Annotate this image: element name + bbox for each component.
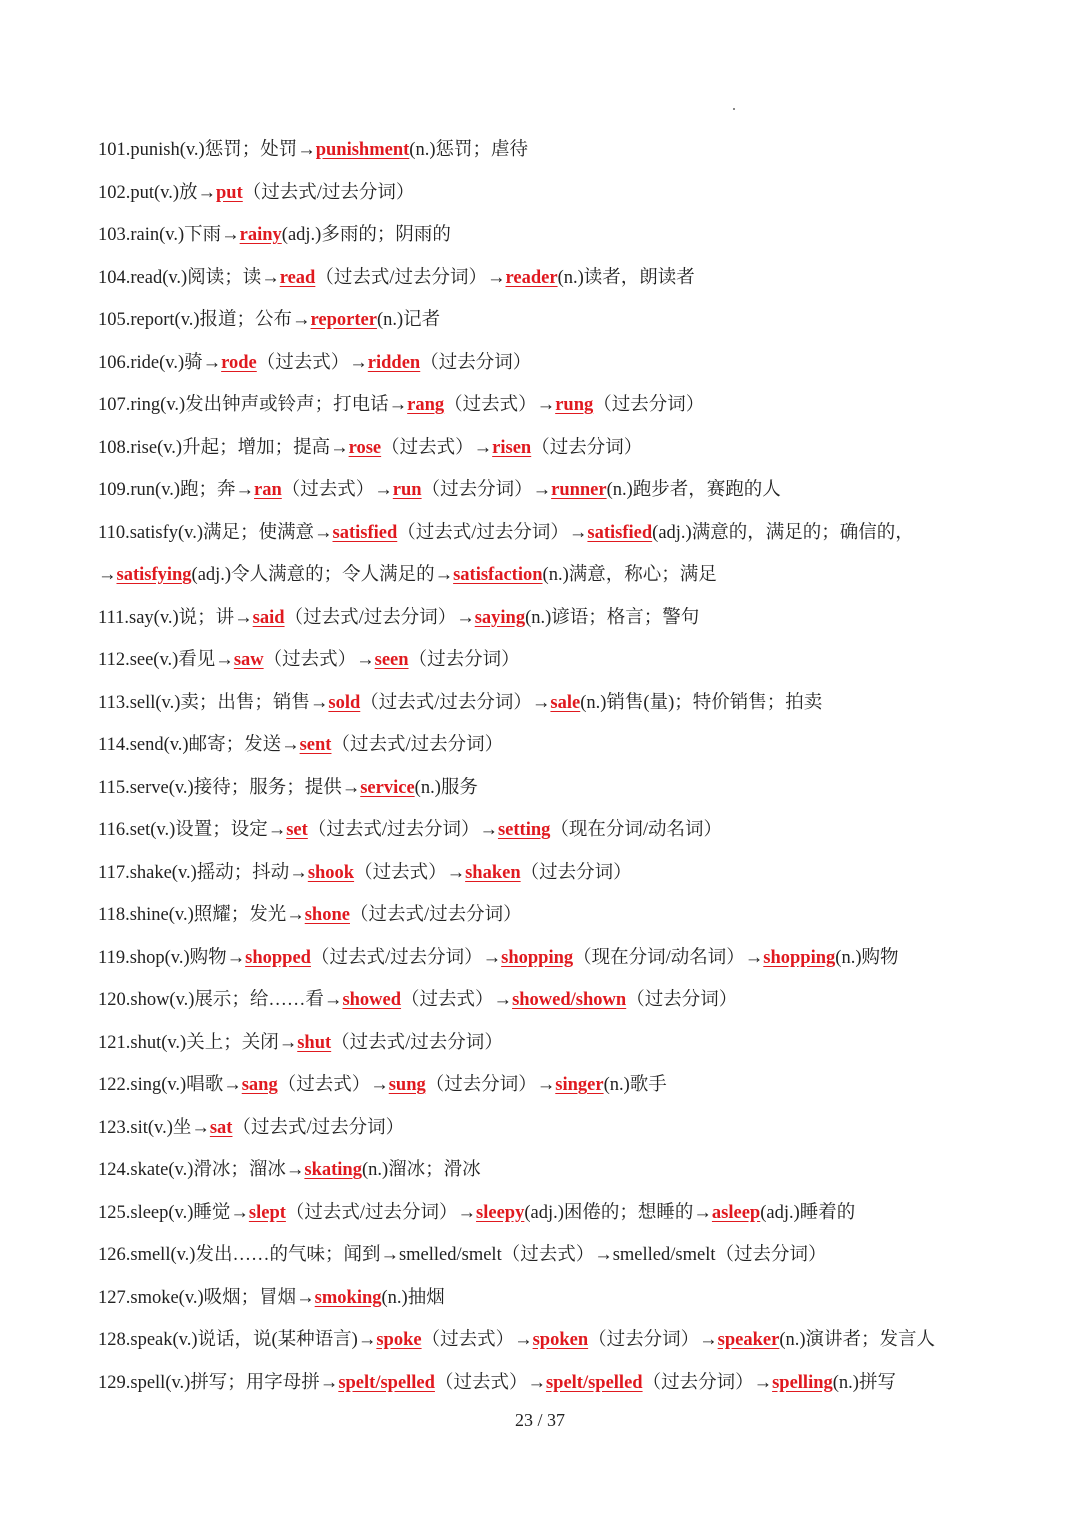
entry-text: 119.shop(v.)购物→ [98, 947, 246, 968]
vocab-line [98, 1237, 998, 1280]
entry-text: （过去式/过去分词）→ [284, 607, 475, 628]
derived-word: said [252, 607, 285, 628]
entry-text: 118.shine(v.)照耀；发光→ [98, 905, 305, 925]
derived-word: asleep [711, 1202, 761, 1223]
vocab-line [98, 1280, 998, 1323]
entry-text: 127.smoke(v.)吸烟；冒烟→ [98, 1287, 315, 1308]
vocab-line [98, 430, 998, 473]
derived-word: showed/shown [512, 990, 627, 1010]
vocab-line [98, 472, 998, 515]
derived-word: runner [551, 480, 607, 500]
entry-text: (n.)溜冰；滑冰 [361, 1160, 481, 1180]
vocab-line [98, 132, 998, 175]
derived-word: set [286, 820, 308, 840]
vocabulary-list [98, 132, 998, 1407]
entry-text: （过去式/过去分词）→ [285, 1202, 477, 1223]
derived-word: rung [555, 395, 594, 415]
entry-text: （过去分词） [531, 437, 643, 458]
derived-word: satisfied [332, 522, 398, 543]
entry-text: (n.)服务 [414, 777, 478, 798]
derived-word: sang [241, 1075, 278, 1095]
derived-word: read [279, 267, 316, 288]
entry-text: (n.)跑步者，赛跑的人 [606, 480, 781, 500]
entry-text: （过去式/过去分词）→ [315, 267, 506, 288]
entry-text: 125.sleep(v.)睡觉→ [98, 1202, 249, 1223]
entry-text: 116.set(v.)设置；设定→ [98, 820, 287, 840]
derived-word: saying [474, 607, 526, 628]
entry-text: (adj.)多雨的；阴雨的 [281, 225, 451, 245]
entry-text: 124.skate(v.)滑冰；溜冰→ [98, 1160, 305, 1180]
entry-text: 129.spell(v.)拼写；用字母拼→ [98, 1372, 339, 1393]
derived-word: reader [505, 267, 558, 288]
derived-word: saw [233, 650, 264, 670]
entry-text: (n.)满意，称心；满足 [542, 565, 717, 585]
vocab-line [98, 600, 998, 643]
derived-word: shopping [501, 947, 574, 968]
vocab-line [98, 727, 998, 770]
entry-text: （过去式）→ [444, 395, 556, 415]
entry-text: （现在分词/动名词）→ [573, 947, 764, 968]
scan-speck [733, 108, 735, 110]
derived-word: shaken [465, 862, 521, 883]
entry-text: （过去分词）→ [425, 1075, 556, 1095]
entry-text: (adj.)令人满意的；令人满足的→ [191, 565, 454, 585]
entry-text: 112.see(v.)看见→ [98, 650, 234, 670]
derived-word: ran [254, 480, 282, 500]
derived-word: service [360, 777, 415, 798]
entry-text: （过去式/过去分词）→ [310, 947, 502, 968]
entry-text: (n.)歌手 [603, 1075, 667, 1095]
entry-text: （过去式/过去分词）→ [307, 820, 498, 840]
derived-word: ridden [367, 352, 421, 373]
vocab-line [98, 1195, 998, 1238]
vocab-line [98, 1067, 998, 1110]
derived-word: reporter [310, 310, 377, 330]
entry-text: 114.send(v.)邮寄；发送→ [98, 735, 300, 755]
derived-word: sold [328, 692, 361, 713]
entry-text: (n.)购物 [835, 947, 899, 968]
vocab-line [98, 855, 998, 898]
entry-text: (n.)谚语；格言；警句 [525, 607, 700, 628]
derived-word: setting [497, 820, 551, 840]
derived-word: put [216, 182, 243, 203]
derived-word: run [392, 480, 422, 500]
entry-text: (n.)抽烟 [381, 1287, 445, 1308]
entry-text: （过去分词） [626, 990, 738, 1010]
entry-text: (adj.)困倦的；想睡的→ [524, 1202, 712, 1223]
entry-text: 107.ring(v.)发出钟声或铃声；打电话→ [98, 395, 408, 415]
derived-word: rainy [239, 225, 282, 245]
entry-text: 122.sing(v.)唱歌→ [98, 1075, 242, 1095]
derived-word: satisfied [587, 522, 653, 543]
entry-text: (n.)拼写 [832, 1372, 896, 1393]
derived-word: shopped [245, 947, 311, 968]
vocab-line [98, 1365, 998, 1408]
vocab-line [98, 685, 998, 728]
entry-text: （过去分词）→ [588, 1330, 718, 1350]
vocab-line [98, 897, 998, 940]
entry-text: （过去式/过去分词） [232, 1117, 405, 1138]
derived-word: shut [297, 1032, 332, 1053]
entry-text: 117.shake(v.)摇动；抖动→ [98, 862, 308, 883]
vocab-line [98, 1025, 998, 1068]
entry-text: （过去分词）→ [642, 1372, 773, 1393]
entry-text: （过去式/过去分词） [349, 905, 522, 925]
entry-text: (n.)记者 [376, 310, 441, 330]
entry-text: （过去式）→ [421, 1330, 533, 1350]
derived-word: showed [342, 990, 402, 1010]
derived-word: satisfying [116, 565, 192, 585]
entry-text: 121.shut(v.)关上；关闭→ [98, 1032, 298, 1053]
entry-text: 101.punish(v.)惩罚；处罚→ [98, 140, 316, 160]
page-number: 23 / 37 [514, 1410, 565, 1430]
derived-word: sent [299, 735, 332, 755]
derived-word: spelt/spelled [545, 1372, 643, 1393]
derived-word: smoking [314, 1287, 382, 1308]
entry-text: → [98, 565, 117, 585]
entry-text: (n.)惩罚；虐待 [409, 140, 528, 160]
derived-word: sale [550, 692, 581, 713]
entry-text: （过去分词） [520, 862, 632, 883]
vocab-line [98, 345, 998, 388]
entry-text: (adj.)满意的，满足的；确信的， [652, 522, 914, 543]
entry-text: 109.run(v.)跑；奔→ [98, 480, 255, 500]
vocab-line [98, 260, 998, 303]
derived-word: rode [221, 352, 257, 373]
vocab-line [98, 387, 998, 430]
derived-word: slept [248, 1202, 286, 1223]
entry-text: （过去分词） [593, 395, 705, 415]
entry-text: （过去式）→ [401, 990, 513, 1010]
vocab-line [98, 770, 998, 813]
entry-text: （过去式）→ [381, 437, 493, 458]
entry-text: 115.serve(v.)接待；服务；提供→ [98, 777, 361, 798]
entry-text: 104.read(v.)阅读；读→ [98, 267, 280, 288]
entry-text: (n.)演讲者；发言人 [779, 1330, 936, 1350]
entry-text: （过去式/过去分词） [242, 182, 415, 203]
derived-word: speaker [717, 1330, 780, 1350]
derived-word: spelt/spelled [338, 1372, 435, 1393]
derived-word: rang [407, 395, 445, 415]
vocab-line [98, 1110, 998, 1153]
derived-word: risen [492, 437, 532, 458]
derived-word: spoken [532, 1330, 589, 1350]
entry-text: （过去式/过去分词）→ [360, 692, 551, 713]
entry-text: 108.rise(v.)升起；增加；提高→ [98, 437, 349, 458]
entry-text: （过去式/过去分词）→ [397, 522, 588, 543]
entry-text: （过去式/过去分词） [331, 735, 504, 755]
derived-word: singer [555, 1075, 604, 1095]
derived-word: sleepy [476, 1202, 525, 1223]
vocab-line [98, 1152, 998, 1195]
derived-word: seen [374, 650, 409, 670]
vocab-line [98, 642, 998, 685]
derived-word: shopping [763, 947, 836, 968]
derived-word: skating [304, 1160, 362, 1180]
entry-text: （过去分词） [408, 650, 520, 670]
derived-word: spoke [376, 1330, 422, 1350]
vocab-line [98, 1322, 998, 1365]
vocab-line [98, 812, 998, 855]
entry-text: （过去式）→ [281, 480, 393, 500]
entry-text: （过去分词）→ [421, 480, 552, 500]
entry-text: (n.)读者，朗读者 [557, 267, 695, 288]
entry-text: 102.put(v.)放→ [98, 182, 217, 203]
entry-text: 123.sit(v.)坐→ [98, 1117, 210, 1138]
entry-text: 110.satisfy(v.)满足；使满意→ [98, 522, 333, 543]
derived-word: satisfaction [453, 565, 543, 585]
entry-text: （过去式）→ [277, 1075, 389, 1095]
entry-text: 103.rain(v.)下雨→ [98, 225, 240, 245]
entry-text: （过去式）→ [256, 352, 368, 373]
entry-text: （过去分词） [420, 352, 532, 373]
derived-word: shone [304, 905, 350, 925]
vocab-line [98, 940, 998, 983]
entry-text: 111.say(v.)说；讲→ [98, 607, 253, 628]
entry-text: 128.speak(v.)说话，说(某种语言)→ [98, 1330, 377, 1350]
vocab-line [98, 982, 998, 1025]
entry-text: 126.smell(v.)发出……的气味；闻到→smelled/smelt（过去式）→smelled/smelt（过去分词） [98, 1245, 827, 1265]
vocab-line [98, 175, 998, 218]
entry-text: （过去式）→ [354, 862, 466, 883]
vocab-line [98, 557, 998, 600]
entry-text: 120.show(v.)展示；给……看→ [98, 990, 343, 1010]
derived-word: shook [307, 862, 355, 883]
entry-text: （过去式）→ [263, 650, 375, 670]
entry-text: （过去式/过去分词） [331, 1032, 503, 1053]
derived-word: sat [209, 1117, 233, 1138]
entry-text: （过去式）→ [434, 1372, 546, 1393]
entry-text: (adj.)睡着的 [760, 1202, 856, 1223]
entry-text: 105.report(v.)报道；公布→ [98, 310, 311, 330]
derived-word: rose [348, 437, 382, 458]
derived-word: spelling [772, 1372, 833, 1393]
vocab-line [98, 217, 998, 260]
derived-word: punishment [315, 140, 410, 160]
entry-text: （现在分词/动名词） [550, 820, 723, 840]
derived-word: sung [388, 1075, 426, 1095]
vocab-line [98, 515, 998, 558]
vocab-line [98, 302, 998, 345]
entry-text: 113.sell(v.)卖；出售；销售→ [98, 692, 329, 713]
entry-text: (n.)销售(量)；特价销售；拍卖 [580, 692, 823, 713]
entry-text: 106.ride(v.)骑→ [98, 352, 222, 373]
